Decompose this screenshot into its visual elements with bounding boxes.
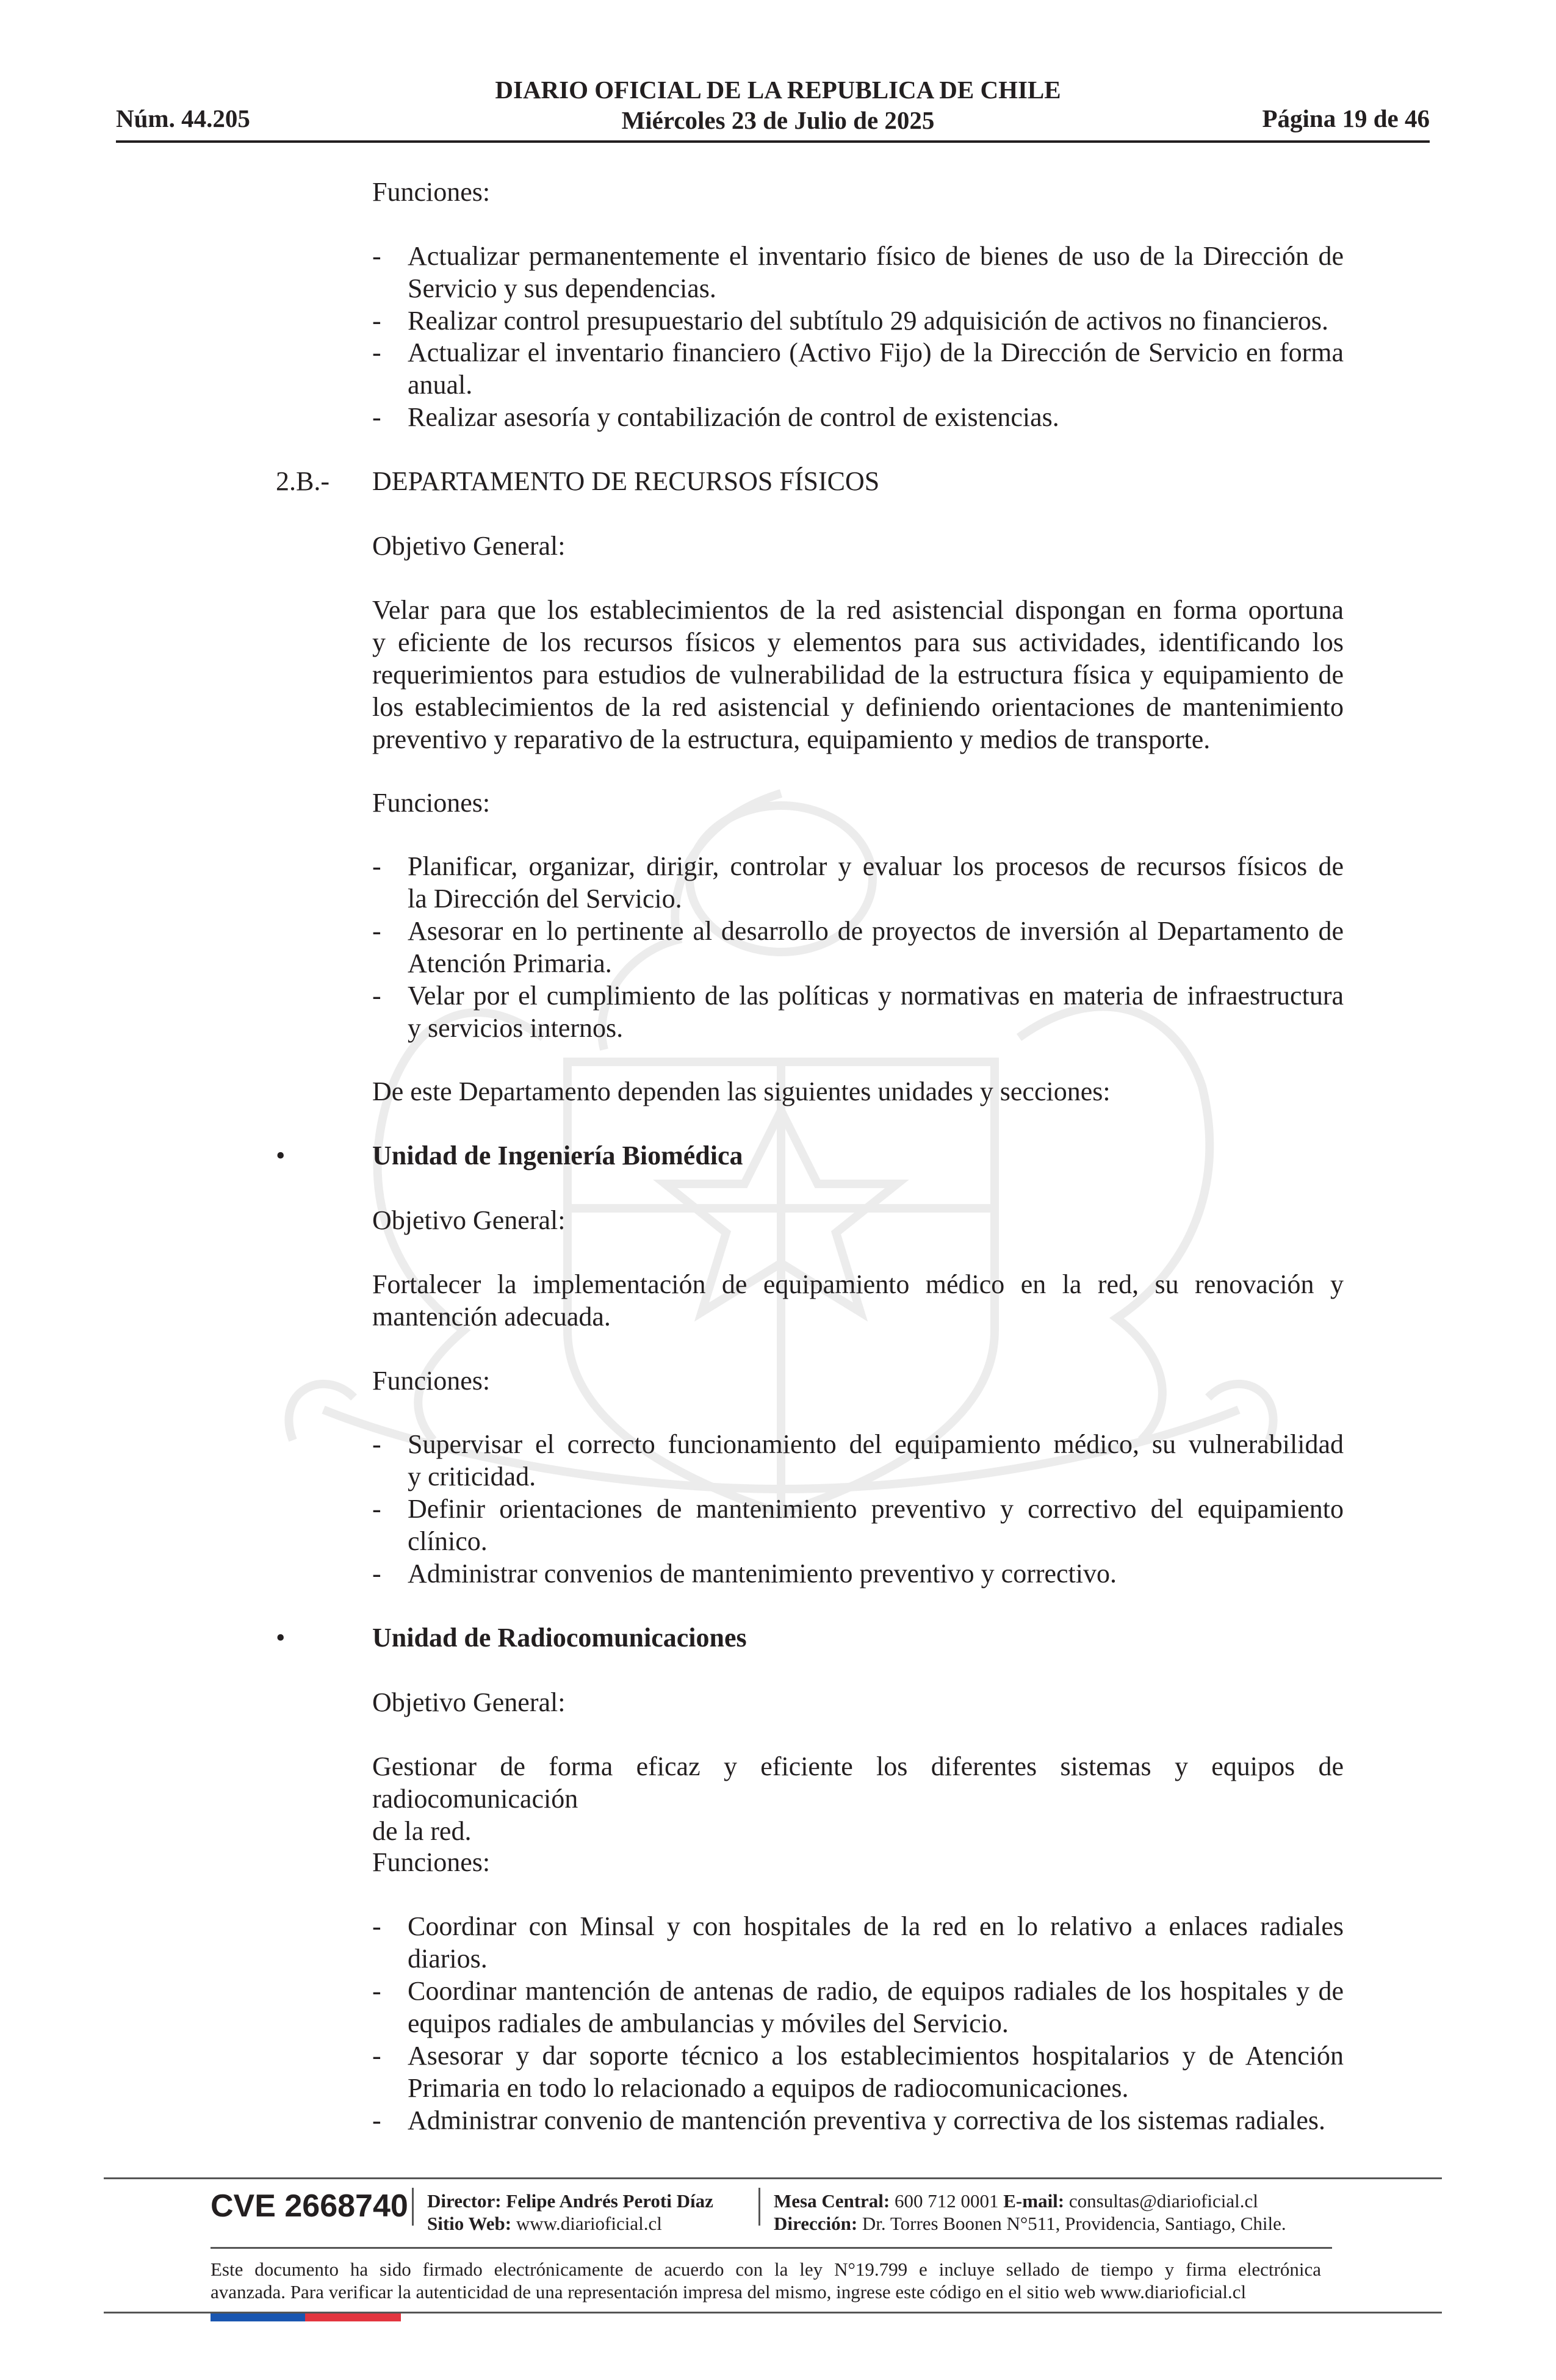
list-item-line: Administrar convenio de mantención preventiva y correctiva de los sistemas radiales. (408, 2105, 1326, 2135)
mesa-value: 600 712 0001 (895, 2190, 999, 2212)
paragraph-line: Velar para que los establecimientos de la red asistencial dispongan en forma oportuna (372, 595, 1344, 625)
signature-note-line: Este documento ha sido firmado electrónicamente de acuerdo con la ley N°19.799 e incluye sellado de tiempo y firma electrónica (211, 2259, 1321, 2280)
list-item-line: y criticidad. (408, 1462, 536, 1491)
page-indicator: Página 19 de 46 (1262, 104, 1430, 132)
list-item-line: Velar por el cumplimiento de las políticas y normativas en materia de infraestructura (408, 981, 1344, 1011)
publication-title: DIARIO OFICIAL DE LA REPUBLICA DE CHILE (495, 76, 1061, 104)
list-dash: - (372, 337, 381, 367)
header-divider (116, 140, 1430, 143)
email-link[interactable]: consultas@diarioficial.cl (1068, 2190, 1258, 2212)
list-item-line: y servicios internos. (408, 1013, 624, 1043)
list-item-line: Asesorar y dar soporte técnico a los establecimientos hospitalarios y de Atención (408, 2041, 1344, 2071)
paragraph-line: preventivo y reparativo de la estructura, equipamiento y medios de transporte. (372, 724, 1211, 754)
objetivo-paragraph (372, 1750, 1344, 1847)
list-item-line: Definir orientaciones de mantenimiento preventivo y correctivo del equipamiento (408, 1494, 1344, 1524)
objetivo-label: Objetivo General: (372, 1687, 566, 1717)
objetivo-paragraph (372, 594, 1344, 755)
address-label: Dirección: (774, 2213, 858, 2234)
paragraph-line: de la red. (372, 1816, 472, 1846)
list-dash: - (372, 2105, 381, 2135)
cve-code: CVE 2668740 (211, 2188, 408, 2224)
paragraph-line: y eficiente de los recursos físicos y elementos para sus actividades, identificando los (372, 627, 1344, 657)
address-value: Dr. Torres Boonen N°511, Providencia, Santiago, Chile. (862, 2213, 1286, 2234)
bullet: • (276, 1141, 286, 1170)
list-item-line: Actualizar permanentemente el inventario físico de bienes de uso de la Dirección de (408, 241, 1344, 271)
funciones-label: Funciones: (372, 1366, 491, 1396)
footer-divider (211, 2247, 1332, 2249)
list-item-line: equipos radiales de ambulancias y móviles del Servicio. (408, 2008, 1009, 2038)
list-dash: - (372, 1429, 381, 1459)
list-item-line: Planificar, organizar, dirigir, controlar y evaluar los procesos de recursos físicos de (408, 851, 1344, 881)
flag-stripe-red (305, 2313, 401, 2321)
list-dash: - (372, 241, 381, 271)
bullet: • (276, 1623, 286, 1653)
section-number: 2.B.- (276, 466, 330, 496)
objetivo-paragraph (372, 1268, 1344, 1333)
footer-separator (758, 2188, 760, 2226)
list-dash: - (372, 916, 381, 946)
list-item-line: Coordinar mantención de antenas de radio, de equipos radiales de los hospitales y de (408, 1976, 1344, 2006)
paragraph-line: Fortalecer la implementación de equipamiento médico en la red, su renovación y (372, 1269, 1344, 1299)
email-label: E-mail: (1003, 2190, 1065, 2212)
list-dash: - (372, 2041, 381, 2071)
list-dash: - (372, 1494, 381, 1524)
list-item-line: Realizar asesoría y contabilización de control de existencias. (408, 402, 1059, 432)
funciones-label: Funciones: (372, 788, 491, 818)
objetivo-label: Objetivo General: (372, 531, 566, 561)
funciones-label: Funciones: (372, 177, 491, 207)
flag-stripe-blue (211, 2313, 305, 2321)
unit-title-biomedica: Unidad de Ingeniería Biomédica (372, 1141, 743, 1170)
signature-note-line: avanzada. Para verificar la autenticidad de una representación impresa del mismo, ingrese este código en el sitio web www.diarioficial.cl (211, 2281, 1247, 2302)
list-item-line: Realizar control presupuestario del subtítulo 29 adquisición de activos no financieros. (408, 306, 1329, 336)
footer-divider (104, 2177, 1442, 2179)
list-item-line: Atención Primaria. (408, 948, 612, 978)
list-dash: - (372, 1559, 381, 1588)
list-dash: - (372, 1911, 381, 1941)
paragraph-line: requerimientos para estudios de vulnerabilidad de la estructura física y equipamiento de (372, 660, 1344, 690)
footer-director-block (427, 2190, 713, 2235)
list-item-line: Actualizar el inventario financiero (Activo Fijo) de la Dirección de Servicio en forma (408, 337, 1344, 367)
list-item-line: diarios. (408, 1944, 488, 1974)
list-item-line: Coordinar con Minsal y con hospitales de la red en lo relativo a enlaces radiales (408, 1911, 1344, 1941)
signature-note (211, 2258, 1321, 2303)
list-item-line: Asesorar en lo pertinente al desarrollo de proyectos de inversión al Departamento de (408, 916, 1344, 946)
director-label: Director: (427, 2190, 502, 2212)
footer-separator (412, 2188, 414, 2226)
list-dash: - (372, 851, 381, 881)
paragraph-line: mantención adecuada. (372, 1302, 611, 1332)
mesa-label: Mesa Central: (774, 2190, 890, 2212)
list-item-line: Primaria en todo lo relacionado a equipos de radiocomunicaciones. (408, 2073, 1129, 2103)
funciones-label: Funciones: (372, 1847, 491, 1877)
list-dash: - (372, 981, 381, 1011)
issue-number: Núm. 44.205 (116, 104, 250, 132)
dependencies-intro: De este Departamento dependen las siguientes unidades y secciones: (372, 1076, 1111, 1106)
list-item-line: Servicio y sus dependencias. (408, 273, 716, 303)
list-dash: - (372, 1976, 381, 2006)
website-link[interactable]: www.diarioficial.cl (516, 2213, 662, 2234)
unit-title-radiocomunicaciones: Unidad de Radiocomunicaciones (372, 1623, 747, 1653)
objetivo-label: Objetivo General: (372, 1205, 566, 1235)
list-item-line: anual. (408, 370, 473, 400)
list-item-line: Supervisar el correcto funcionamiento del equipamiento médico, su vulnerabilidad (408, 1429, 1344, 1459)
section-title: DEPARTAMENTO DE RECURSOS FÍSICOS (372, 466, 880, 496)
director-name: Felipe Andrés Peroti Díaz (506, 2190, 713, 2212)
list-dash: - (372, 306, 381, 336)
list-item-line: clínico. (408, 1526, 488, 1556)
paragraph-line: Gestionar de forma eficaz y eficiente los diferentes sistemas y equipos de radiocomunicación (372, 1751, 1344, 1814)
footer-contact-block (774, 2190, 1286, 2235)
web-label: Sitio Web: (427, 2213, 512, 2234)
list-dash: - (372, 402, 381, 432)
list-item-line: la Dirección del Servicio. (408, 884, 682, 914)
publication-date: Miércoles 23 de Julio de 2025 (621, 106, 935, 134)
list-item-line: Administrar convenios de mantenimiento preventivo y correctivo. (408, 1559, 1117, 1588)
paragraph-line: los establecimientos de la red asistencial y definiendo orientaciones de mantenimiento (372, 692, 1344, 722)
